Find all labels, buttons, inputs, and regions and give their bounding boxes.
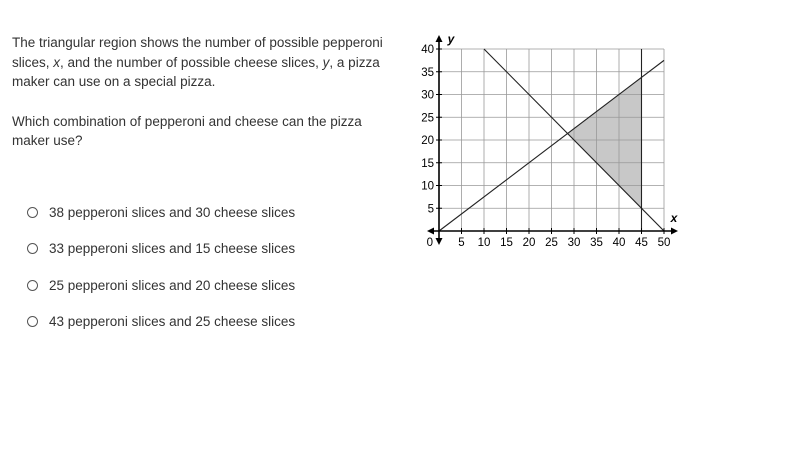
- y-tick-label: 5: [427, 203, 434, 216]
- y-tick-label: 25: [421, 112, 434, 125]
- x-tick-label: 5: [458, 237, 465, 249]
- y-axis-arrow-up: [436, 35, 443, 42]
- x-tick-label: 20: [522, 237, 536, 249]
- question-prompt: Which combination of pepperoni and cheese can the pizza maker use?: [12, 113, 362, 148]
- x-tick-label: 45: [635, 237, 648, 249]
- y-tick-label: 30: [421, 89, 434, 102]
- x-tick-label: 30: [567, 237, 581, 249]
- radio-button[interactable]: [27, 243, 38, 254]
- graph: [414, 32, 684, 257]
- x-tick-label: 15: [500, 237, 513, 249]
- x-tick-label: 35: [590, 237, 603, 249]
- answer-label: 38 pepperoni slices and 30 cheese slices: [49, 204, 296, 220]
- answer-label: 33 pepperoni slices and 15 cheese slices: [49, 241, 296, 256]
- description-part: , and the number of possible cheese slices,: [60, 54, 323, 70]
- x-axis-label: x: [670, 211, 678, 225]
- y-axis-label: y: [447, 32, 455, 46]
- answer-options: [27, 202, 295, 348]
- x-axis-arrow-right: [671, 228, 678, 235]
- radio-button[interactable]: [27, 207, 38, 218]
- x-tick-label: 10: [477, 237, 491, 249]
- shaded-region: [568, 77, 642, 208]
- x-tick-label: 50: [657, 237, 671, 249]
- y-axis-arrow-down: [436, 238, 443, 245]
- y-tick-label: 35: [421, 66, 434, 79]
- answer-label: 43 pepperoni slices and 25 cheese slices: [49, 314, 296, 329]
- x-axis-arrow-left: [427, 228, 434, 235]
- x-tick-label: 25: [545, 237, 558, 249]
- origin-label: 0: [426, 237, 433, 249]
- answer-option-1[interactable]: [27, 202, 295, 222]
- answer-option-2[interactable]: [27, 239, 295, 259]
- answer-option-4[interactable]: [27, 312, 295, 332]
- radio-button[interactable]: [27, 280, 38, 291]
- radio-button[interactable]: [27, 316, 38, 327]
- question-description: [12, 33, 397, 92]
- y-tick-label: 15: [421, 157, 434, 170]
- answer-label: 25 pepperoni slices and 20 cheese slices: [49, 277, 296, 293]
- description-part: The triangular region shows the number of possible pepperoni slices,: [12, 35, 383, 70]
- y-tick-label: 10: [421, 180, 434, 193]
- description-part: , a pizza maker can use on a special pizza.: [12, 54, 380, 89]
- y-tick-label: 40: [421, 44, 434, 56]
- question-text: [12, 33, 397, 171]
- variable-x: x: [53, 54, 61, 70]
- answer-option-3[interactable]: [27, 275, 295, 295]
- variable-y: y: [322, 54, 330, 70]
- x-tick-label: 40: [612, 237, 626, 249]
- y-tick-label: 20: [421, 135, 434, 147]
